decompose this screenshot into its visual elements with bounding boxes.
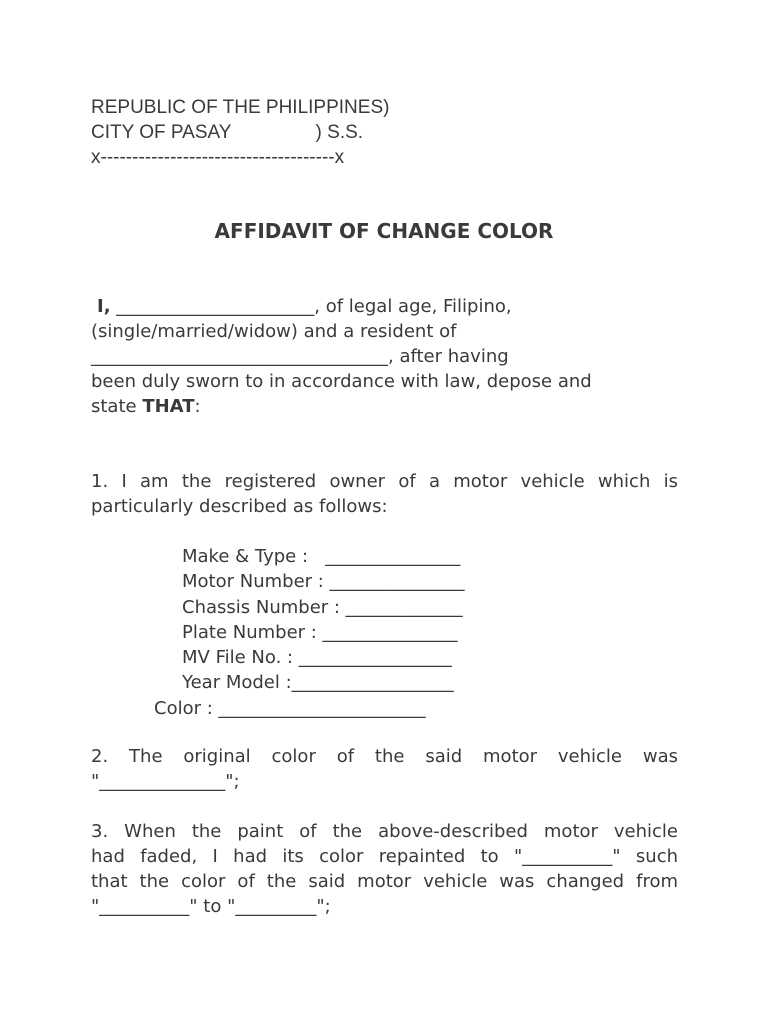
document-title: AFFIDAVIT OF CHANGE COLOR — [214, 219, 554, 243]
field-plate-number: Plate Number : _______________ — [182, 622, 458, 643]
para2-line-2: "______________"; — [91, 771, 240, 792]
para3-line-4: "__________" to "_________"; — [91, 896, 331, 917]
para2-line-1: 2. The original color of the said motor vehicle was — [91, 746, 678, 767]
intro-pronoun: I, — [97, 296, 111, 317]
field-chassis-number: Chassis Number : _____________ — [182, 597, 463, 618]
intro-line-3: _________________________________, after having — [91, 346, 509, 367]
field-mv-file-no: MV File No. : _________________ — [182, 647, 452, 668]
intro-line-2: (single/married/widow) and a resident of — [91, 321, 457, 342]
intro-line-1-text: ______________________, of legal age, Filipino, — [110, 296, 512, 317]
intro-line-1 — [97, 294, 512, 319]
field-color: Color : _______________________ — [154, 698, 426, 719]
caption-city: CITY OF PASAY ) S.S. — [91, 122, 364, 143]
caption-republic: REPUBLIC OF THE PHILIPPINES) — [91, 97, 390, 118]
intro-colon-text: : — [194, 396, 201, 417]
intro-line-4: been duly sworn to in accordance with law, depose and — [91, 371, 592, 392]
caption-separator: x-------------------------------------x — [91, 147, 345, 168]
para3-line-2: had faded, I had its color repainted to "__________" such — [91, 846, 678, 867]
para1-line-1: 1. I am the registered owner of a motor vehicle which is — [91, 471, 678, 492]
field-year-model: Year Model :__________________ — [182, 672, 454, 693]
intro-state-text: state — [91, 396, 143, 417]
intro-that-text: THAT — [142, 396, 195, 417]
para3-line-1: 3. When the paint of the above-described motor vehicle — [91, 821, 678, 842]
intro-line-5 — [91, 394, 201, 419]
para3-line-3: that the color of the said motor vehicle was changed from — [91, 871, 678, 892]
para1-line-2: particularly described as follows: — [91, 496, 388, 517]
field-motor-number: Motor Number : _______________ — [182, 571, 465, 592]
field-make-type: Make & Type : _______________ — [182, 546, 461, 567]
